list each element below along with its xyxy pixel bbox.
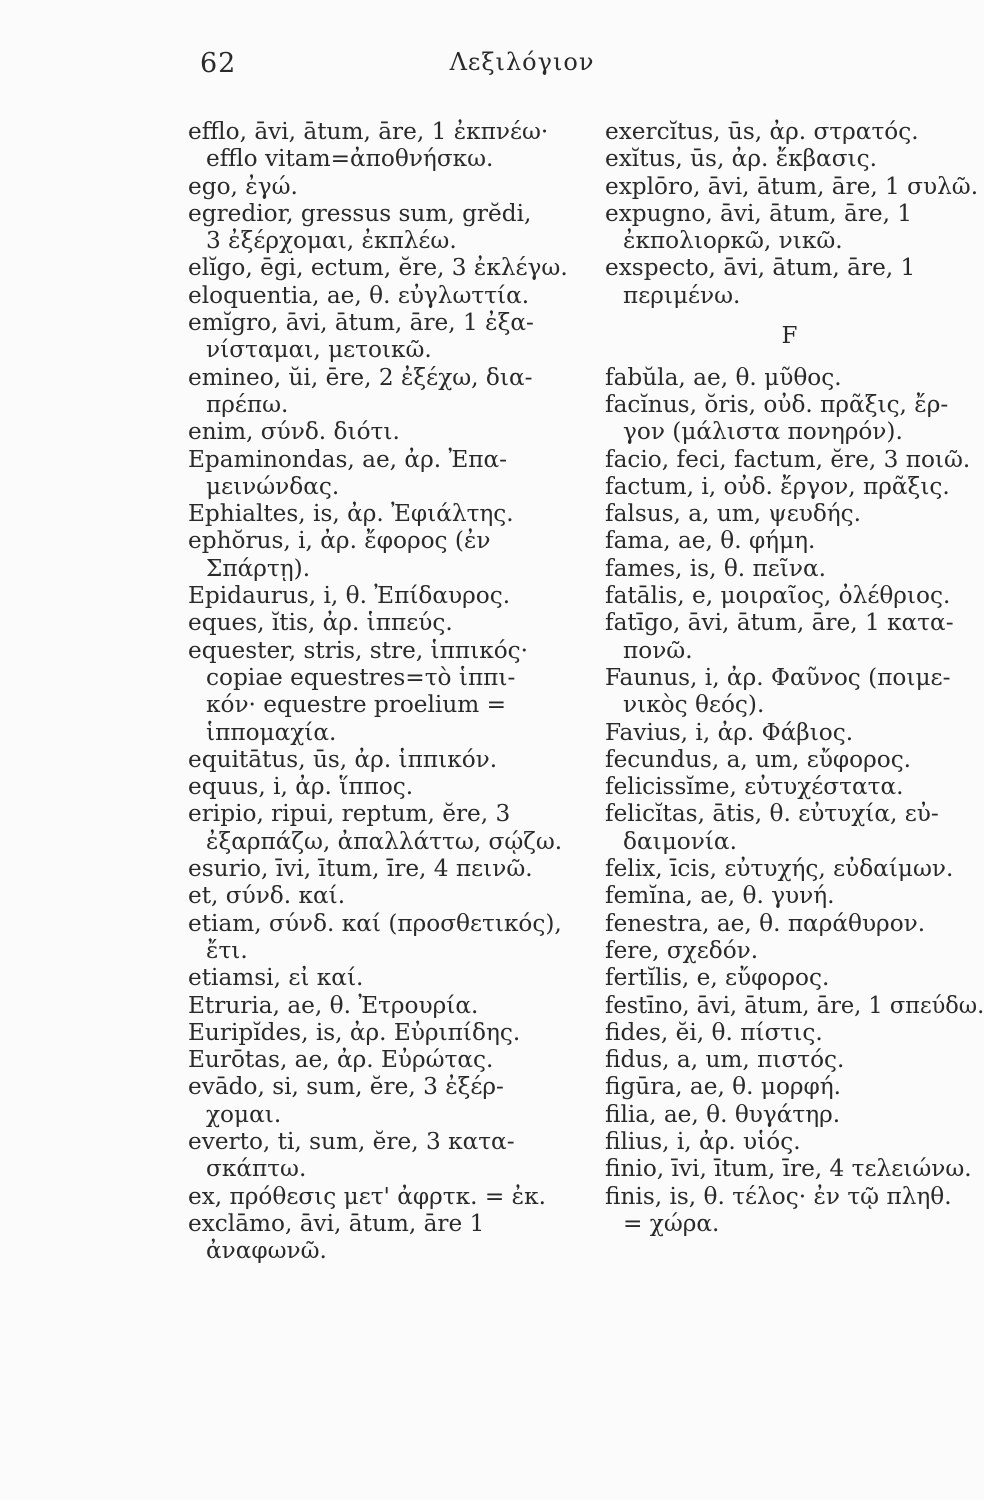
entry-line: felicissĭme, εὐτυχέστατα. xyxy=(605,773,904,801)
running-head: Λεξιλόγιον xyxy=(449,48,595,76)
entry-line: eripio, ripui, reptum, ĕre, 3 xyxy=(188,800,511,828)
entry-line: fabŭla, ae, θ. μῦθος. xyxy=(605,363,842,391)
entry-line: Eurōtas, ae, ἀρ. Εὐρώτας. xyxy=(188,1046,494,1074)
entry-line: eloquentia, ae, θ. εὐγλωττία. xyxy=(188,281,530,309)
entry-line: copiae equestres=τὸ ἱππι- xyxy=(206,663,516,691)
entry-line: fere, σχεδόν. xyxy=(605,936,759,964)
entry-line: ex, πρόθεσις μετ' ἀφρτκ. = ἐκ. xyxy=(188,1182,546,1210)
entry-line: exercĭtus, ūs, ἀρ. στρατός. xyxy=(605,118,919,145)
page-number: 62 xyxy=(200,48,237,79)
entry-line: = χώρα. xyxy=(623,1209,720,1237)
entry-line: efflo vitam=ἀποθνήσκω. xyxy=(206,145,494,173)
entry-line: fidus, a, um, πιστός. xyxy=(605,1046,845,1074)
entry-line: ἐκπολιορκῶ, νικῶ. xyxy=(623,227,843,255)
entry-line: facio, feci, factum, ĕre, 3 ποιῶ. xyxy=(605,445,971,473)
entry-line: evādo, si, sum, ĕre, 3 ἐξέρ- xyxy=(188,1073,504,1101)
entry-line: filia, ae, θ. θυγάτηρ. xyxy=(605,1100,841,1128)
entry-line: fertĭlis, e, εὔφορος. xyxy=(605,964,830,992)
entry-line: eques, ĭtis, ἀρ. ἱππεύς. xyxy=(188,609,453,637)
entry-line: Faunus, i, ἀρ. Φαῦνος (ποιμε- xyxy=(605,663,951,691)
entry-line: expugno, āvi, ātum, āre, 1 xyxy=(605,199,913,227)
entry-line: fatīgo, āvi, ātum, āre, 1 κατα- xyxy=(605,609,954,637)
entry-line: ephŏrus, i, ἀρ. ἔφορος (ἐν xyxy=(188,527,491,555)
entry-line: fecundus, a, um, εὔφορος. xyxy=(605,745,912,773)
entry-line: fenestra, ae, θ. παράθυρον. xyxy=(605,909,926,937)
entry-line: κόν· equestre proelium = xyxy=(206,691,507,719)
entry-line: etiamsi, εἰ καί. xyxy=(188,964,364,992)
entry-line: σκάπτω. xyxy=(206,1155,307,1183)
entry-line: Etruria, ae, θ. Ἐτρουρία. xyxy=(188,991,479,1019)
section-letter: F xyxy=(781,323,798,350)
entry-line: γον (μάλιστα πονηρόν). xyxy=(623,418,903,446)
entry-line: enim, σύνδ. διότι. xyxy=(188,418,400,446)
entry-line: ἱππομαχία. xyxy=(206,718,337,746)
entry-line: felicĭtas, ātis, θ. εὐτυχία, εὐ- xyxy=(605,800,939,828)
entry-line: πονῶ. xyxy=(623,636,693,664)
entry-line: felix, īcis, εὐτυχής, εὐδαίμων. xyxy=(605,855,954,883)
entry-line: falsus, a, um, ψευδής. xyxy=(605,500,862,528)
right-column xyxy=(605,118,984,1237)
entry-line: emĭgro, āvi, ātum, āre, 1 ἐξα- xyxy=(188,309,534,337)
entry-line: egredior, gressus sum, grĕdi, xyxy=(188,199,532,227)
entry-line: χομαι. xyxy=(206,1100,282,1128)
entry-line: figūra, ae, θ. μορφή. xyxy=(605,1073,842,1101)
entry-line: equitātus, ūs, ἀρ. ἱππικόν. xyxy=(188,745,498,773)
entry-line: νίσταμαι, μετοικῶ. xyxy=(206,336,432,364)
entry-line: efflo, āvi, ātum, āre, 1 ἐκπνέω· xyxy=(188,118,549,145)
entry-line: etiam, σύνδ. καί (προσθετικός), xyxy=(188,909,562,937)
entry-line: πρέπω. xyxy=(206,390,289,418)
entry-line: factum, i, οὐδ. ἔργον, πρᾶξις. xyxy=(605,472,950,500)
entry-line: Epaminondas, ae, ἀρ. Ἐπα- xyxy=(188,445,507,473)
entry-line: fames, is, θ. πεῖνα. xyxy=(605,554,826,582)
entry-line: δαιμονία. xyxy=(623,827,737,855)
page-header xyxy=(0,48,984,88)
entry-line: finio, īvi, ītum, īre, 4 τελειώνω. xyxy=(605,1155,972,1183)
entry-line: filius, i, ἀρ. υἱός. xyxy=(605,1127,801,1155)
entry-line: ἐξαρπάζω, ἀπαλλάττω, σῴζω. xyxy=(206,827,563,855)
entry-line: femĭna, ae, θ. γυνή. xyxy=(605,882,835,910)
entry-line: exĭtus, ūs, ἀρ. ἔκβασις. xyxy=(605,145,877,173)
entry-line: Σπάρτῃ). xyxy=(206,554,311,582)
entry-line: equus, i, ἀρ. ἵππος. xyxy=(188,773,414,801)
entry-line: exspecto, āvi, ātum, āre, 1 xyxy=(605,254,916,282)
entry-line: finis, is, θ. τέλος· ἐν τῷ πληθ. xyxy=(605,1182,952,1210)
entry-line: fama, ae, θ. φήμη. xyxy=(605,527,816,555)
entry-line: Ephialtes, is, ἀρ. Ἐφιάλτης. xyxy=(188,500,514,528)
entry-line: ἔτι. xyxy=(206,936,248,964)
entry-line: emineo, ŭi, ēre, 2 ἐξέχω, δια- xyxy=(188,363,533,391)
entry-line: exclāmo, āvi, ātum, āre 1 xyxy=(188,1209,485,1237)
entry-line: περιμένω. xyxy=(623,281,741,309)
entry-line: μεινώνδας. xyxy=(206,472,340,500)
entry-line: facĭnus, ŏris, οὐδ. πρᾶξις, ἔρ- xyxy=(605,390,949,418)
entry-line: ego, ἐγώ. xyxy=(188,172,298,200)
left-column xyxy=(188,118,582,1264)
entry-line: esurio, īvi, ītum, īre, 4 πεινῶ. xyxy=(188,855,533,883)
entry-line: elĭgo, ēgi, ectum, ĕre, 3 ἐκλέγω. xyxy=(188,254,568,282)
entry-line: everto, ti, sum, ĕre, 3 κατα- xyxy=(188,1127,515,1155)
entry-line: Euripĭdes, is, ἀρ. Εὐριπίδης. xyxy=(188,1018,521,1046)
entry-line: fatālis, e, μοιραῖος, ὀλέθριος. xyxy=(605,582,951,610)
entry-line: et, σύνδ. καί. xyxy=(188,882,346,910)
entry-line: equester, stris, stre, ἱππικός· xyxy=(188,636,529,664)
entry-line: explōro, āvi, ātum, āre, 1 συλῶ. xyxy=(605,172,979,200)
entry-line: 3 ἐξέρχομαι, ἐκπλέω. xyxy=(206,227,457,255)
entry-line: fides, ĕi, θ. πίστις. xyxy=(605,1018,823,1046)
entry-line: ἀναφωνῶ. xyxy=(206,1237,327,1265)
entry-line: festīno, āvi, ātum, āre, 1 σπεύδω. xyxy=(605,991,984,1019)
entry-line: Epidaurus, i, θ. Ἐπίδαυρος. xyxy=(188,582,511,610)
entry-line: νικὸς θεός). xyxy=(623,691,765,719)
entry-line: Favius, i, ἀρ. Φάβιος. xyxy=(605,718,854,746)
